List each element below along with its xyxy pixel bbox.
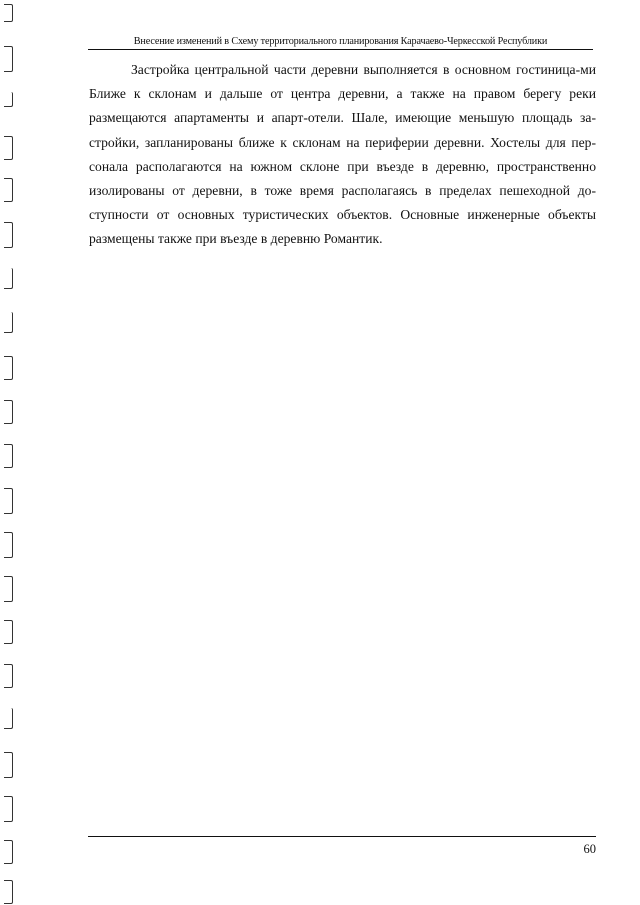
binding-ring-icon [4,4,13,22]
binding-ring-icon [4,576,13,602]
body-paragraph: Застройка центральной части деревни выполняется в основном гостиница-ми Ближе к склонам и дальше от центра деревни, а также на правом берегу реки размещаются апартаменты и апарт-отели. Шале, имеющие меньшую площадь за-стройки, запланированы ближе к склонам на периферии деревни. Хостелы для пер-сонала располагаются на южном склоне при въезде в деревню, пространственно изолированы от деревни, в тоже время располагаясь в пределах пешеходной до-ступности от основных туристических объектов. Основные инженерные объекты размещены также при въезде в деревню Романтик. [89,62,596,247]
binding-ring-icon [4,620,13,644]
binding-ring-icon [4,708,13,729]
binding-ring-icon [4,136,13,160]
body-text [89,58,596,252]
footer-rule [88,836,596,837]
binding-ring-icon [4,46,13,72]
page-number: 60 [583,842,596,856]
binding-ring-icon [4,840,13,864]
binding-ring-icon [4,400,13,424]
binding-ring-icon [4,880,13,904]
binding-ring-icon [4,488,13,514]
binding-ring-icon [4,222,13,248]
binding-ring-icon [4,532,13,558]
binding-ring-icon [4,312,13,333]
binding-ring-icon [4,268,13,289]
binding-ring-icon [4,178,13,202]
binding-ring-icon [4,664,13,688]
binding-ring-icon [4,356,13,380]
binding-ring-icon [4,752,13,778]
spiral-binding [0,0,22,905]
running-header: Внесение изменений в Схему территориального планирования Карачаево-Черкесской Республики [88,36,593,50]
binding-ring-icon [4,92,13,107]
binding-ring-icon [4,796,13,822]
binding-ring-icon [4,444,13,468]
